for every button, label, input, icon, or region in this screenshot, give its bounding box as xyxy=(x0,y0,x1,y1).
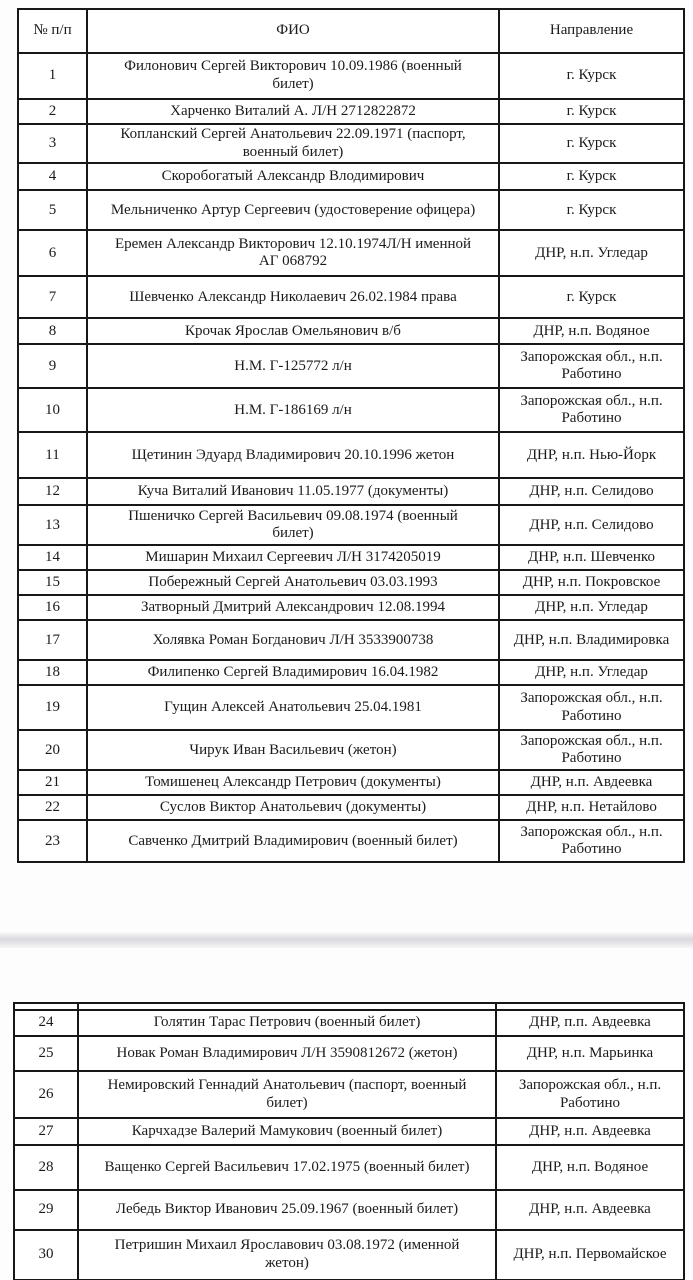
row-number-cell: 8 xyxy=(18,318,87,344)
table-row xyxy=(18,770,684,795)
table-row xyxy=(14,1071,684,1118)
fio-cell: Скоробогатый Александр Влодимирович xyxy=(87,163,499,190)
direction-cell: Запорожская обл., н.п. Работино xyxy=(499,820,684,862)
table-row xyxy=(18,276,684,318)
fio-cell: Гущин Алексей Анатольевич 25.04.1981 xyxy=(87,685,499,730)
direction-cell: г. Курск xyxy=(499,163,684,190)
row-number-cell: 5 xyxy=(18,190,87,230)
table-row xyxy=(18,344,684,388)
personnel-table-part1 xyxy=(17,8,685,863)
table-row xyxy=(14,1145,684,1190)
direction-cell: Запорожская обл., н.п. Работино xyxy=(499,344,684,388)
row-number-cell: 17 xyxy=(18,620,87,660)
direction-cell: Запорожская обл., н.п. Работино xyxy=(499,730,684,770)
row-number-cell: 11 xyxy=(18,432,87,478)
fio-cell: Куча Виталий Иванович 11.05.1977 (документы) xyxy=(87,478,499,505)
row-number-cell: 3 xyxy=(18,124,87,163)
direction-cell: г. Курск xyxy=(499,276,684,318)
header-fio: ФИО xyxy=(87,9,499,53)
fio-cell: Ващенко Сергей Васильевич 17.02.1975 (военный билет) xyxy=(78,1145,496,1190)
direction-cell: ДНР, н.п. Нью-Йорк xyxy=(499,432,684,478)
fio-cell: Крочак Ярослав Омельянович в/б xyxy=(87,318,499,344)
row-number-cell: 20 xyxy=(18,730,87,770)
fio-cell: Немировский Геннадий Анатольевич (паспорт, военный билет) xyxy=(78,1071,496,1118)
table-row xyxy=(18,795,684,820)
fio-cell: Шевченко Александр Николаевич 26.02.1984 права xyxy=(87,276,499,318)
table-row xyxy=(18,432,684,478)
fio-cell: Мельниченко Артур Сергеевич (удостоверение офицера) xyxy=(87,190,499,230)
row-number-cell: 28 xyxy=(14,1145,78,1190)
row-number-cell: 12 xyxy=(18,478,87,505)
table-row xyxy=(18,53,684,99)
direction-cell: ДНР, н.п. Авдеевка xyxy=(496,1118,684,1145)
fio-cell xyxy=(78,1003,496,1010)
direction-cell: ДНР, н.п. Водяное xyxy=(499,318,684,344)
direction-cell: Запорожская обл., н.п. Работино xyxy=(499,685,684,730)
screenshot-seam-divider xyxy=(0,932,693,948)
table-row xyxy=(18,505,684,545)
table-row xyxy=(18,595,684,620)
table-row xyxy=(18,545,684,570)
table-row xyxy=(18,620,684,660)
fio-cell: Петришин Михаил Ярославович 03.08.1972 (именной жетон) xyxy=(78,1230,496,1280)
row-number-cell: 26 xyxy=(14,1071,78,1118)
direction-cell: ДНР, н.п. Авдеевка xyxy=(499,770,684,795)
row-number-cell: 21 xyxy=(18,770,87,795)
table-row xyxy=(18,99,684,124)
direction-cell: ДНР, н.п. Селидово xyxy=(499,478,684,505)
fio-cell: Побережный Сергей Анатольевич 03.03.1993 xyxy=(87,570,499,595)
table-row xyxy=(18,660,684,685)
row-number-cell: 25 xyxy=(14,1036,78,1071)
row-number-cell: 30 xyxy=(14,1230,78,1280)
direction-cell: ДНР, н.п. Нетайлово xyxy=(499,795,684,820)
table-row xyxy=(14,1010,684,1036)
table-row xyxy=(18,820,684,862)
fio-cell: Голятин Тарас Петрович (военный билет) xyxy=(78,1010,496,1036)
direction-cell: г. Курск xyxy=(499,124,684,163)
fio-cell: Копланский Сергей Анатольевич 22.09.1971 (паспорт, военный билет) xyxy=(87,124,499,163)
table-row xyxy=(18,124,684,163)
table-row xyxy=(18,685,684,730)
row-number-cell: 13 xyxy=(18,505,87,545)
direction-cell: г. Курск xyxy=(499,190,684,230)
row-number-cell: 23 xyxy=(18,820,87,862)
direction-cell: ДНР, н.п. Угледар xyxy=(499,595,684,620)
row-number-cell: 4 xyxy=(18,163,87,190)
table-row xyxy=(18,730,684,770)
table-row xyxy=(18,570,684,595)
row-number-cell: 7 xyxy=(18,276,87,318)
table-row xyxy=(18,163,684,190)
personnel-table-part2 xyxy=(13,1002,685,1280)
row-number-cell: 22 xyxy=(18,795,87,820)
header-direction: Направление xyxy=(499,9,684,53)
direction-cell: Запорожская обл., н.п. Работино xyxy=(499,388,684,432)
direction-cell: ДНР, н.п. Первомайское xyxy=(496,1230,684,1280)
fio-cell: Филипенко Сергей Владимирович 16.04.1982 xyxy=(87,660,499,685)
header-num: № п/п xyxy=(18,9,87,53)
fio-cell: Мишарин Михаил Сергеевич Л/Н 3174205019 xyxy=(87,545,499,570)
row-number-cell: 2 xyxy=(18,99,87,124)
fio-cell: Лебедь Виктор Иванович 25.09.1967 (военный билет) xyxy=(78,1190,496,1230)
table-row xyxy=(14,1036,684,1071)
table-row xyxy=(14,1190,684,1230)
row-number-cell: 27 xyxy=(14,1118,78,1145)
table-row xyxy=(18,388,684,432)
direction-cell: ДНР, н.п. Авдеевка xyxy=(496,1190,684,1230)
direction-cell: г. Курск xyxy=(499,53,684,99)
direction-cell xyxy=(496,1003,684,1010)
direction-cell: ДНР, н.п. Угледар xyxy=(499,230,684,276)
fio-cell: Чирук Иван Васильевич (жетон) xyxy=(87,730,499,770)
direction-cell: ДНР, н.п. Селидово xyxy=(499,505,684,545)
fio-cell: Суслов Виктор Анатольевич (документы) xyxy=(87,795,499,820)
fio-cell: Затворный Дмитрий Александрович 12.08.1994 xyxy=(87,595,499,620)
fio-cell: Филонович Сергей Викторович 10.09.1986 (военный билет) xyxy=(87,53,499,99)
direction-cell: ДНР, п.п. Авдеевка xyxy=(496,1010,684,1036)
fio-cell: Еремен Александр Викторович 12.10.1974Л/Н именной АГ 068792 xyxy=(87,230,499,276)
table-row xyxy=(14,1118,684,1145)
row-number-cell: 19 xyxy=(18,685,87,730)
direction-cell: ДНР, н.п. Марьинка xyxy=(496,1036,684,1071)
direction-cell: ДНР, н.п. Шевченко xyxy=(499,545,684,570)
direction-cell: г. Курск xyxy=(499,99,684,124)
row-number-cell: 29 xyxy=(14,1190,78,1230)
direction-cell: ДНР, н.п. Покровское xyxy=(499,570,684,595)
row-number-cell: 24 xyxy=(14,1010,78,1036)
fio-cell: Холявка Роман Богданович Л/Н 3533900738 xyxy=(87,620,499,660)
row-number-cell xyxy=(14,1003,78,1010)
direction-cell: Запорожская обл., н.п. Работино xyxy=(496,1071,684,1118)
table-header-row xyxy=(18,9,684,53)
fio-cell: Савченко Дмитрий Владимирович (военный билет) xyxy=(87,820,499,862)
row-number-cell: 15 xyxy=(18,570,87,595)
table-row xyxy=(14,1230,684,1280)
row-number-cell: 14 xyxy=(18,545,87,570)
row-number-cell: 6 xyxy=(18,230,87,276)
row-number-cell: 10 xyxy=(18,388,87,432)
table-row xyxy=(18,230,684,276)
row-number-cell: 1 xyxy=(18,53,87,99)
fio-cell: Щетинин Эдуард Владимирович 20.10.1996 жетон xyxy=(87,432,499,478)
fio-cell: Харченко Виталий А. Л/Н 2712822872 xyxy=(87,99,499,124)
direction-cell: ДНР, н.п. Владимировка xyxy=(499,620,684,660)
direction-cell: ДНР, н.п. Водяное xyxy=(496,1145,684,1190)
table-row xyxy=(18,318,684,344)
direction-cell: ДНР, н.п. Угледар xyxy=(499,660,684,685)
table-row xyxy=(18,190,684,230)
table-row xyxy=(18,478,684,505)
row-number-cell: 9 xyxy=(18,344,87,388)
cut-off-row xyxy=(14,1003,684,1010)
fio-cell: Н.М. Г-186169 л/н xyxy=(87,388,499,432)
row-number-cell: 18 xyxy=(18,660,87,685)
row-number-cell: 16 xyxy=(18,595,87,620)
fio-cell: Новак Роман Владимирович Л/Н 3590812672 (жетон) xyxy=(78,1036,496,1071)
fio-cell: Томишенец Александр Петрович (документы) xyxy=(87,770,499,795)
fio-cell: Карчхадзе Валерий Мамукович (военный билет) xyxy=(78,1118,496,1145)
fio-cell: Н.М. Г-125772 л/н xyxy=(87,344,499,388)
fio-cell: Пшеничко Сергей Васильевич 09.08.1974 (военный билет) xyxy=(87,505,499,545)
